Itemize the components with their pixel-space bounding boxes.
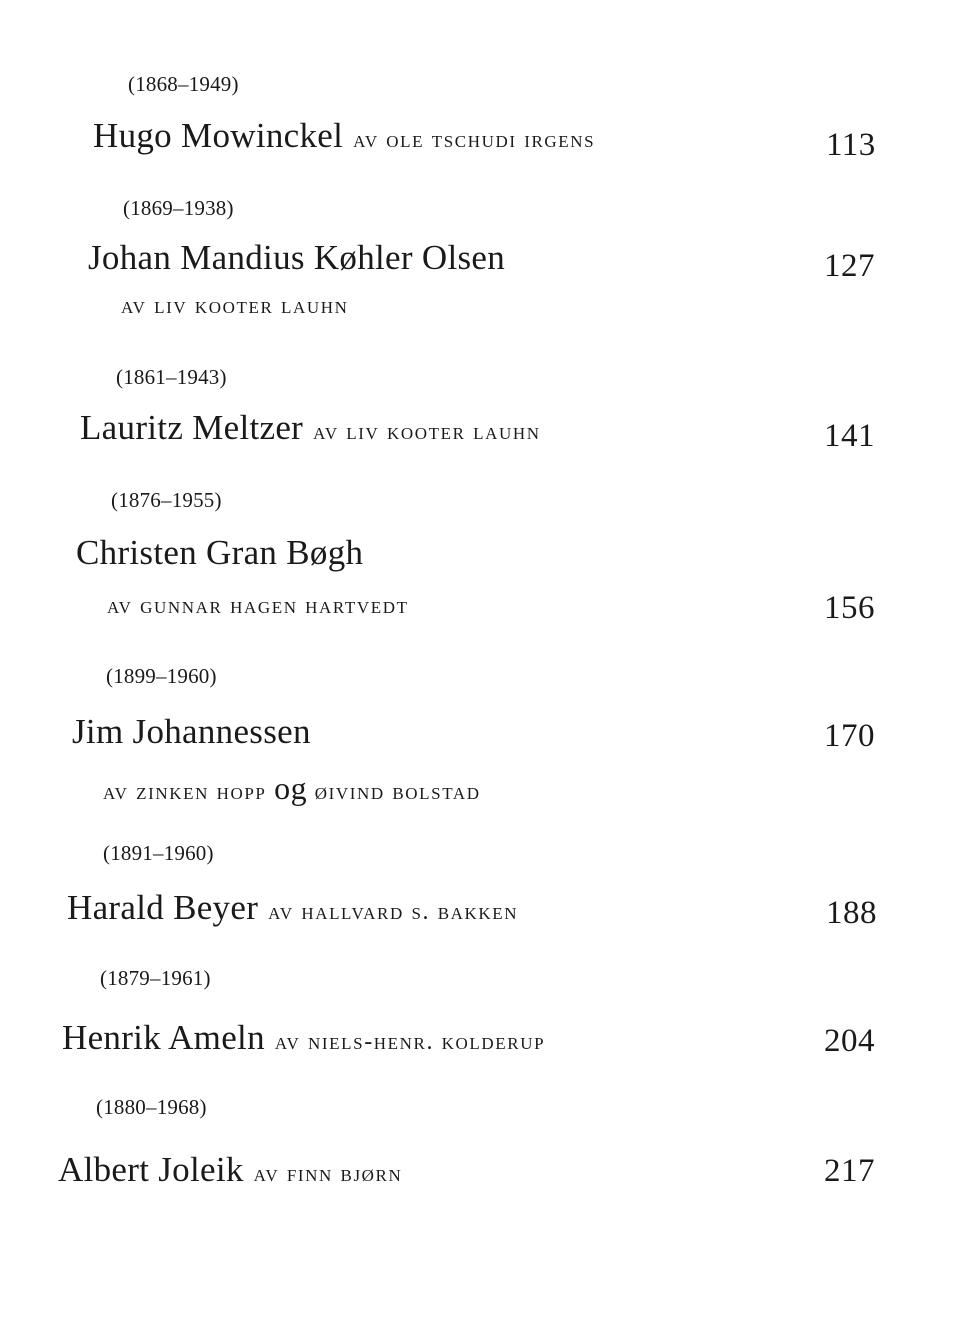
entry-years: (1861–1943) bbox=[116, 365, 227, 389]
entry-author: av liv kooter lauhn bbox=[313, 419, 541, 445]
entry-name: Hugo Mowinckel bbox=[93, 116, 344, 155]
entry-years: (1899–1960) bbox=[106, 664, 217, 688]
entry-name: Henrik Ameln bbox=[62, 1018, 265, 1057]
entry-years: (1879–1961) bbox=[100, 966, 211, 990]
entry-title-line bbox=[58, 1150, 402, 1190]
entry-page-number: 188 bbox=[826, 895, 877, 931]
entry-name: Lauritz Meltzer bbox=[80, 408, 304, 447]
entry-author: av liv kooter lauhn bbox=[121, 293, 349, 319]
entry-author: av ole tschudi irgens bbox=[353, 127, 596, 153]
entry-years: (1880–1968) bbox=[96, 1095, 207, 1119]
entry-name: Johan Mandius Køhler Olsen bbox=[88, 238, 506, 277]
entry-page-number: 141 bbox=[824, 418, 875, 454]
entry-page-number: 113 bbox=[826, 127, 876, 163]
entry-author-part: øivind bolstad bbox=[314, 779, 481, 805]
entry-name: Harald Beyer bbox=[67, 888, 259, 927]
entry-author: av hallvard s. bakken bbox=[268, 899, 519, 925]
entry-author: av gunnar hagen hartvedt bbox=[107, 593, 409, 619]
entry-page-number: 170 bbox=[824, 718, 875, 754]
entry-name: Albert Joleik bbox=[58, 1150, 244, 1189]
entry-author-part: av zinken hopp bbox=[103, 779, 267, 805]
entry-name: Christen Gran Bøgh bbox=[76, 533, 364, 572]
entry-author-conjunction: og bbox=[274, 770, 308, 806]
entry-years: (1868–1949) bbox=[128, 72, 239, 96]
entry-title-line bbox=[67, 888, 518, 928]
entry-years: (1876–1955) bbox=[111, 488, 222, 512]
entry-years: (1869–1938) bbox=[123, 196, 234, 220]
entry-author: av niels-henr. kolderup bbox=[274, 1029, 546, 1055]
entry-author: av finn bjørn bbox=[253, 1161, 403, 1187]
entry-name: Jim Johannessen bbox=[72, 712, 311, 751]
entry-author bbox=[103, 770, 481, 807]
entry-page-number: 204 bbox=[824, 1023, 875, 1059]
entry-page-number: 127 bbox=[824, 248, 875, 284]
entry-years: (1891–1960) bbox=[103, 841, 214, 865]
entry-page-number: 217 bbox=[824, 1153, 875, 1189]
entry-page-number: 156 bbox=[824, 590, 875, 626]
entry-title-line bbox=[93, 116, 595, 156]
entry-title-line bbox=[80, 408, 541, 448]
entry-title-line bbox=[62, 1018, 545, 1058]
